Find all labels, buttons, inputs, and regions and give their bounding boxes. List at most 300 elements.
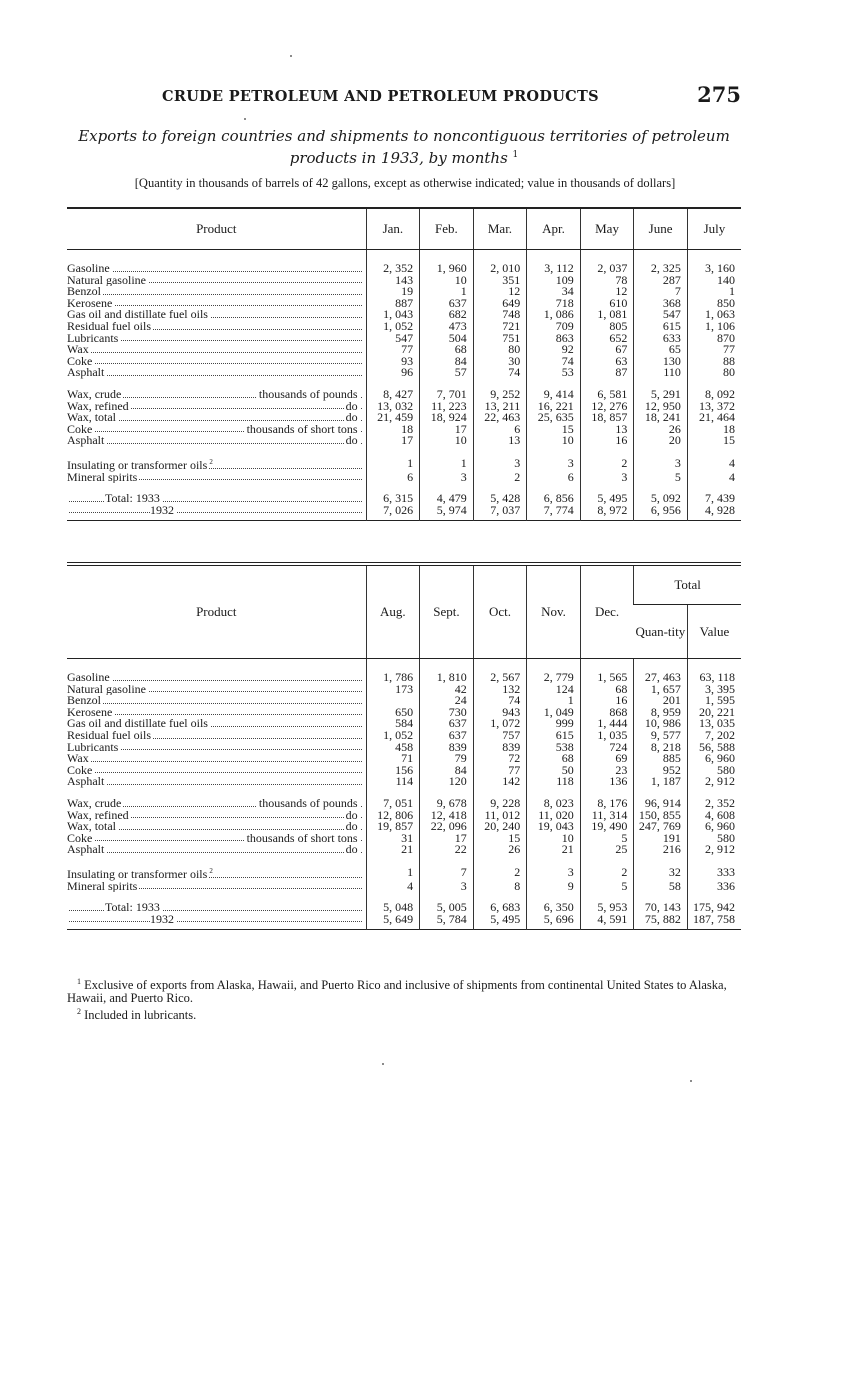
- table-cell: 3: [634, 457, 688, 472]
- table-cell: 143: [366, 275, 420, 287]
- table-cell: 173: [366, 684, 420, 696]
- table-cell: 1: [420, 286, 474, 298]
- unit-note: [Quantity in thousands of barrels of 42 gallons, except as otherwise indicated; value in thousands of dollars]: [134, 176, 676, 190]
- row-unit: do: [345, 412, 358, 424]
- row-label-text: Coke: [67, 832, 93, 845]
- footnote-2: [67, 1005, 747, 1022]
- row-label: [67, 821, 366, 833]
- table-cell: 1, 187: [634, 776, 688, 788]
- table-cell: 34: [527, 286, 581, 298]
- table-cell: 11, 020: [527, 810, 581, 822]
- row-label: [67, 672, 366, 684]
- footnotes: [67, 975, 747, 1022]
- table-cell: 13, 032: [366, 401, 420, 413]
- table-cell: 31: [366, 833, 420, 845]
- table-cell: 25: [580, 844, 634, 856]
- table-cell: 22, 096: [420, 821, 474, 833]
- row-label: [67, 866, 366, 881]
- table-cell: 77: [473, 765, 527, 777]
- table-cell: 633: [634, 333, 688, 345]
- row-label: [67, 321, 366, 333]
- column-header: Oct.: [473, 564, 527, 659]
- table-cell: 50: [527, 765, 581, 777]
- row-label: [67, 424, 366, 436]
- scan-speck: [690, 1080, 692, 1082]
- table-cell: 19: [366, 286, 420, 298]
- table-cell: 25, 635: [527, 412, 581, 424]
- table-cell: 216: [634, 844, 688, 856]
- table-cell: 5, 953: [580, 902, 634, 914]
- table-cell: 5, 005: [420, 902, 474, 914]
- table-cell: 15: [473, 833, 527, 845]
- table-cell: 6, 315: [366, 493, 420, 505]
- table-cell: 12, 950: [634, 401, 688, 413]
- row-label: [67, 881, 366, 893]
- table-cell: 615: [527, 730, 581, 742]
- table-cell: 3, 112: [527, 263, 581, 275]
- table-cell: 9, 414: [527, 389, 581, 401]
- row-label-text: Asphalt: [67, 435, 105, 447]
- quantity-column-header: Quan-tity: [634, 605, 688, 659]
- table-cell: 87: [580, 367, 634, 379]
- row-label-text: Natural gasoline: [67, 274, 146, 287]
- table-cell: 547: [634, 309, 688, 321]
- table-jan-july: [67, 207, 741, 521]
- table-cell: 5, 092: [634, 493, 688, 505]
- table-cell: 12, 276: [580, 401, 634, 413]
- column-header: Jan.: [366, 208, 420, 250]
- table-cell: 84: [420, 765, 474, 777]
- table-cell: 538: [527, 742, 581, 754]
- row-label-text: Coke: [67, 355, 93, 368]
- table-cell: 10: [420, 435, 474, 447]
- table-cell: 175, 942: [687, 902, 741, 914]
- table-cell: 652: [580, 333, 634, 345]
- table-cell: 1, 063: [687, 309, 741, 321]
- table-cell: 77: [366, 344, 420, 356]
- table-cell: 136: [580, 776, 634, 788]
- table-cell: 12, 806: [366, 810, 420, 822]
- table-cell: 952: [634, 765, 688, 777]
- table-cell: 68: [527, 753, 581, 765]
- table-cell: 16: [580, 435, 634, 447]
- table-cell: 5, 291: [634, 389, 688, 401]
- row-label-text: Benzol: [67, 695, 101, 707]
- footnote-1: [67, 975, 747, 1005]
- row-label: [67, 286, 366, 298]
- table-cell: 4: [366, 881, 420, 893]
- row-label-text: Gas oil and distillate fuel oils: [67, 309, 208, 321]
- row-label-text: Wax, total: [67, 821, 117, 833]
- row-label-text: Total: 1933: [105, 902, 160, 914]
- row-label: [67, 776, 366, 788]
- table-cell: 870: [687, 333, 741, 345]
- table-cell: 724: [580, 742, 634, 754]
- row-label-text: Kerosene: [67, 297, 113, 310]
- table-cell: 124: [527, 684, 581, 696]
- table-cell: 20, 240: [473, 821, 527, 833]
- table-cell: 5, 048: [366, 902, 420, 914]
- table-cell: 5, 784: [420, 914, 474, 926]
- column-header: Nov.: [527, 564, 581, 659]
- table-cell: 1, 595: [687, 695, 741, 707]
- table-cell: 730: [420, 707, 474, 719]
- table-cell: 6, 960: [687, 753, 741, 765]
- scan-speck: [244, 118, 246, 120]
- row-unit: do: [345, 821, 358, 833]
- row-label: [67, 367, 366, 379]
- column-header: Apr.: [527, 208, 581, 250]
- caption-line-1: Exports to foreign countries and shipments to noncontiguous territories of petroleum: [78, 127, 730, 145]
- table-cell: 78: [580, 275, 634, 287]
- row-label-text: 1932: [150, 504, 174, 517]
- row-unit: do: [345, 400, 358, 413]
- table-cell: 21, 464: [687, 412, 741, 424]
- table-cell: 4, 928: [687, 505, 741, 517]
- table-cell: 68: [580, 684, 634, 696]
- table-aug-dec-total: [67, 562, 741, 930]
- row-label: [67, 275, 366, 287]
- table-cell: 1, 657: [634, 684, 688, 696]
- table-cell: 2: [473, 866, 527, 881]
- table-cell: 868: [580, 707, 634, 719]
- table-row: [67, 505, 741, 517]
- table-cell: 23: [580, 765, 634, 777]
- row-label-text: Coke: [67, 423, 93, 436]
- table-cell: 150, 855: [634, 810, 688, 822]
- table-cell: 473: [420, 321, 474, 333]
- table-cell: 20: [634, 435, 688, 447]
- table-cell: 247, 769: [634, 821, 688, 833]
- table-cell: 21, 459: [366, 412, 420, 424]
- table-cell: 580: [687, 833, 741, 845]
- table-cell: 18, 924: [420, 412, 474, 424]
- table-cell: 2, 779: [527, 672, 581, 684]
- table-cell: 887: [366, 298, 420, 310]
- table-cell: 114: [366, 776, 420, 788]
- column-header: Sept.: [420, 564, 474, 659]
- row-label: [67, 833, 366, 845]
- table-cell: 2, 567: [473, 672, 527, 684]
- table-cell: 7, 701: [420, 389, 474, 401]
- table-cell: 5: [634, 472, 688, 484]
- table-cell: 67: [580, 344, 634, 356]
- table-row: [67, 684, 741, 696]
- table-cell: 13, 372: [687, 401, 741, 413]
- table-cell: 1, 106: [687, 321, 741, 333]
- table-cell: 1, 081: [580, 309, 634, 321]
- footnote-mark: 1: [77, 977, 81, 986]
- table-cell: 156: [366, 765, 420, 777]
- row-label-text: Gas oil and distillate fuel oils: [67, 718, 208, 730]
- row-label-text: Insulating or transformer oils: [67, 457, 208, 472]
- table-cell: 75, 882: [634, 914, 688, 926]
- table-cell: 42: [420, 684, 474, 696]
- row-label: [67, 902, 366, 914]
- table-cell: 3, 395: [687, 684, 741, 696]
- table-cell: 9, 228: [473, 798, 527, 810]
- table-cell: 5, 495: [473, 914, 527, 926]
- table-cell: 637: [420, 298, 474, 310]
- table-cell: 5: [580, 881, 634, 893]
- table-cell: 58: [634, 881, 688, 893]
- table-cell: 649: [473, 298, 527, 310]
- table-cell: 3: [580, 472, 634, 484]
- product-column-header: Product: [67, 208, 366, 250]
- table-cell: 5, 696: [527, 914, 581, 926]
- table-cell: 7, 774: [527, 505, 581, 517]
- table-cell: 84: [420, 356, 474, 368]
- table-cell: 110: [634, 367, 688, 379]
- table-cell: 1, 052: [366, 730, 420, 742]
- table-cell: 5, 428: [473, 493, 527, 505]
- row-unit: thousands of short tons: [246, 832, 358, 845]
- spacer-row: [67, 516, 741, 521]
- table-cell: 1, 043: [366, 309, 420, 321]
- table-cell: 839: [420, 742, 474, 754]
- table-cell: 748: [473, 309, 527, 321]
- table-cell: 17: [420, 424, 474, 436]
- column-header: Mar.: [473, 208, 527, 250]
- table-cell: 93: [366, 356, 420, 368]
- table-cell: 4: [687, 472, 741, 484]
- table-cell: 1, 052: [366, 321, 420, 333]
- table-cell: 1, 444: [580, 718, 634, 730]
- row-label: [67, 263, 366, 275]
- table-cell: 71: [366, 753, 420, 765]
- table-cell: 3: [527, 457, 581, 472]
- row-label: [67, 389, 366, 401]
- footnote-text: Included in lubricants.: [84, 1008, 197, 1023]
- table-cell: 6: [527, 472, 581, 484]
- caption-footnote-ref: 1: [512, 150, 519, 160]
- table-cell: 3: [420, 881, 474, 893]
- spacer-row: [67, 856, 741, 866]
- table-cell: 2, 352: [366, 263, 420, 275]
- table-cell: 21: [366, 844, 420, 856]
- table-cell: 7, 439: [687, 493, 741, 505]
- table-cell: 8, 176: [580, 798, 634, 810]
- table-cell: 11, 012: [473, 810, 527, 822]
- table-cell: 580: [687, 765, 741, 777]
- running-head: [67, 82, 741, 112]
- table-cell: 333: [687, 866, 741, 881]
- table-cell: 63, 118: [687, 672, 741, 684]
- row-label-text: Benzol: [67, 286, 101, 298]
- table-cell: 69: [580, 753, 634, 765]
- table-cell: 18: [687, 424, 741, 436]
- table-row: [67, 472, 741, 484]
- row-label-text: Kerosene: [67, 706, 113, 719]
- table-cell: 96: [366, 367, 420, 379]
- running-title: CRUDE PETROLEUM AND PETROLEUM PRODUCTS: [162, 88, 599, 105]
- table-cell: 709: [527, 321, 581, 333]
- row-label: [67, 493, 366, 505]
- table-cell: 7: [420, 866, 474, 881]
- row-label-text: Natural gasoline: [67, 683, 146, 696]
- table-cell: 8, 972: [580, 505, 634, 517]
- table-header-row: [67, 564, 741, 605]
- row-label: [67, 695, 366, 707]
- table-cell: 3: [527, 866, 581, 881]
- table-cell: 850: [687, 298, 741, 310]
- table-cell: 57: [420, 367, 474, 379]
- table-cell: 650: [366, 707, 420, 719]
- table-cell: 1, 035: [580, 730, 634, 742]
- table-cell: 13: [580, 424, 634, 436]
- table-cell: 751: [473, 333, 527, 345]
- row-unit: do: [345, 844, 358, 856]
- table-cell: 8, 218: [634, 742, 688, 754]
- footnote-text: Exclusive of exports from Alaska, Hawaii, and Puerto Rico and inclusive of shipments from continental United States to Alaska, Hawaii, and Puerto Rico.: [67, 978, 727, 1006]
- table-cell: 2, 037: [580, 263, 634, 275]
- footnote-ref: 2: [209, 457, 213, 466]
- table-cell: 21: [527, 844, 581, 856]
- row-label: [67, 472, 366, 484]
- table-cell: 24: [420, 695, 474, 707]
- table-cell: 1, 810: [420, 672, 474, 684]
- table-cell: 22, 463: [473, 412, 527, 424]
- table-cell: 201: [634, 695, 688, 707]
- table-cell: 22: [420, 844, 474, 856]
- table-cell: 12, 418: [420, 810, 474, 822]
- table-cell: 999: [527, 718, 581, 730]
- table-cell: 6, 581: [580, 389, 634, 401]
- table-cell: 885: [634, 753, 688, 765]
- table-cell: 16: [580, 695, 634, 707]
- table-cell: 2: [580, 866, 634, 881]
- table-cell: 74: [473, 695, 527, 707]
- table-cell: 5, 495: [580, 493, 634, 505]
- table-cell: 2: [473, 472, 527, 484]
- table-caption: [67, 127, 741, 168]
- row-label-text: Residual fuel oils: [67, 320, 151, 333]
- table-cell: 504: [420, 333, 474, 345]
- table-cell: 15: [687, 435, 741, 447]
- row-unit: do: [345, 435, 358, 447]
- footnote-mark: 2: [77, 1007, 81, 1017]
- table-row: [67, 866, 741, 881]
- table-cell: 10, 986: [634, 718, 688, 730]
- table-cell: 547: [366, 333, 420, 345]
- table-cell: 1, 049: [527, 707, 581, 719]
- table-cell: 27, 463: [634, 672, 688, 684]
- table-cell: 2, 912: [687, 844, 741, 856]
- table-cell: 19, 043: [527, 821, 581, 833]
- table-cell: 7: [634, 286, 688, 298]
- row-label-text: 1932: [150, 913, 174, 926]
- row-unit: thousands of pounds: [258, 797, 358, 810]
- row-label: [67, 309, 366, 321]
- table-cell: 65: [634, 344, 688, 356]
- table-cell: 8, 427: [366, 389, 420, 401]
- row-label-text: Asphalt: [67, 844, 105, 856]
- table-cell: 9, 577: [634, 730, 688, 742]
- table-cell: 1, 072: [473, 718, 527, 730]
- table-body: [67, 659, 741, 930]
- table-cell: 26: [634, 424, 688, 436]
- table-cell: 7, 037: [473, 505, 527, 517]
- table-cell: 6, 960: [687, 821, 741, 833]
- row-label-text: Wax, crude: [67, 388, 122, 401]
- table-cell: 1, 565: [580, 672, 634, 684]
- table-cell: 2: [580, 457, 634, 472]
- row-label-text: Wax: [67, 344, 89, 356]
- table-cell: 109: [527, 275, 581, 287]
- table-row: [67, 881, 741, 893]
- table-cell: 6, 350: [527, 902, 581, 914]
- row-label-text: Total: 1933: [105, 493, 160, 505]
- table-cell: 8, 092: [687, 389, 741, 401]
- row-label: [67, 684, 366, 696]
- row-label: [67, 401, 366, 413]
- table-cell: 1, 960: [420, 263, 474, 275]
- table-cell: 368: [634, 298, 688, 310]
- row-label: [67, 435, 366, 447]
- row-unit: thousands of short tons: [246, 423, 358, 436]
- row-label: [67, 457, 366, 472]
- row-label: [67, 356, 366, 368]
- row-label-text: Wax, crude: [67, 797, 122, 810]
- table-cell: 80: [687, 367, 741, 379]
- table-cell: 9: [527, 881, 581, 893]
- table-cell: 30: [473, 356, 527, 368]
- table-cell: 8: [473, 881, 527, 893]
- table-cell: 18, 241: [634, 412, 688, 424]
- row-label-text: Wax: [67, 753, 89, 765]
- row-label-text: Residual fuel oils: [67, 729, 151, 742]
- table-cell: 17: [420, 833, 474, 845]
- table-cell: 19, 490: [580, 821, 634, 833]
- row-label-text: Gasoline: [67, 672, 110, 684]
- column-header: July: [687, 208, 741, 250]
- row-label-text: Insulating or transformer oils: [67, 866, 208, 881]
- table-cell: 11, 223: [420, 401, 474, 413]
- table-cell: 13, 211: [473, 401, 527, 413]
- scan-speck: [290, 55, 292, 57]
- table-cell: 32: [634, 866, 688, 881]
- table-cell: 805: [580, 321, 634, 333]
- table-cell: 77: [687, 344, 741, 356]
- table-cell: 15: [527, 424, 581, 436]
- table-cell: 4, 479: [420, 493, 474, 505]
- table-cell: 56, 588: [687, 742, 741, 754]
- table-cell: 72: [473, 753, 527, 765]
- row-label-text: Asphalt: [67, 367, 105, 379]
- spacer-row: [67, 447, 741, 457]
- table-cell: 6, 956: [634, 505, 688, 517]
- table-cell: 17: [366, 435, 420, 447]
- table-cell: 92: [527, 344, 581, 356]
- table-cell: 18: [366, 424, 420, 436]
- table-row: [67, 457, 741, 472]
- table-cell: 63: [580, 356, 634, 368]
- table-cell: 3: [420, 472, 474, 484]
- table-cell: 4: [687, 457, 741, 472]
- table-cell: 11, 314: [580, 810, 634, 822]
- table-cell: 8, 959: [634, 707, 688, 719]
- table-cell: 140: [687, 275, 741, 287]
- table-row: [67, 776, 741, 788]
- table-cell: 863: [527, 333, 581, 345]
- spacer-row: [67, 925, 741, 930]
- table-cell: 8, 023: [527, 798, 581, 810]
- row-label: [67, 505, 366, 517]
- table-cell: 9, 678: [420, 798, 474, 810]
- table-cell: 132: [473, 684, 527, 696]
- table-cell: 10: [527, 435, 581, 447]
- table-row: [67, 914, 741, 926]
